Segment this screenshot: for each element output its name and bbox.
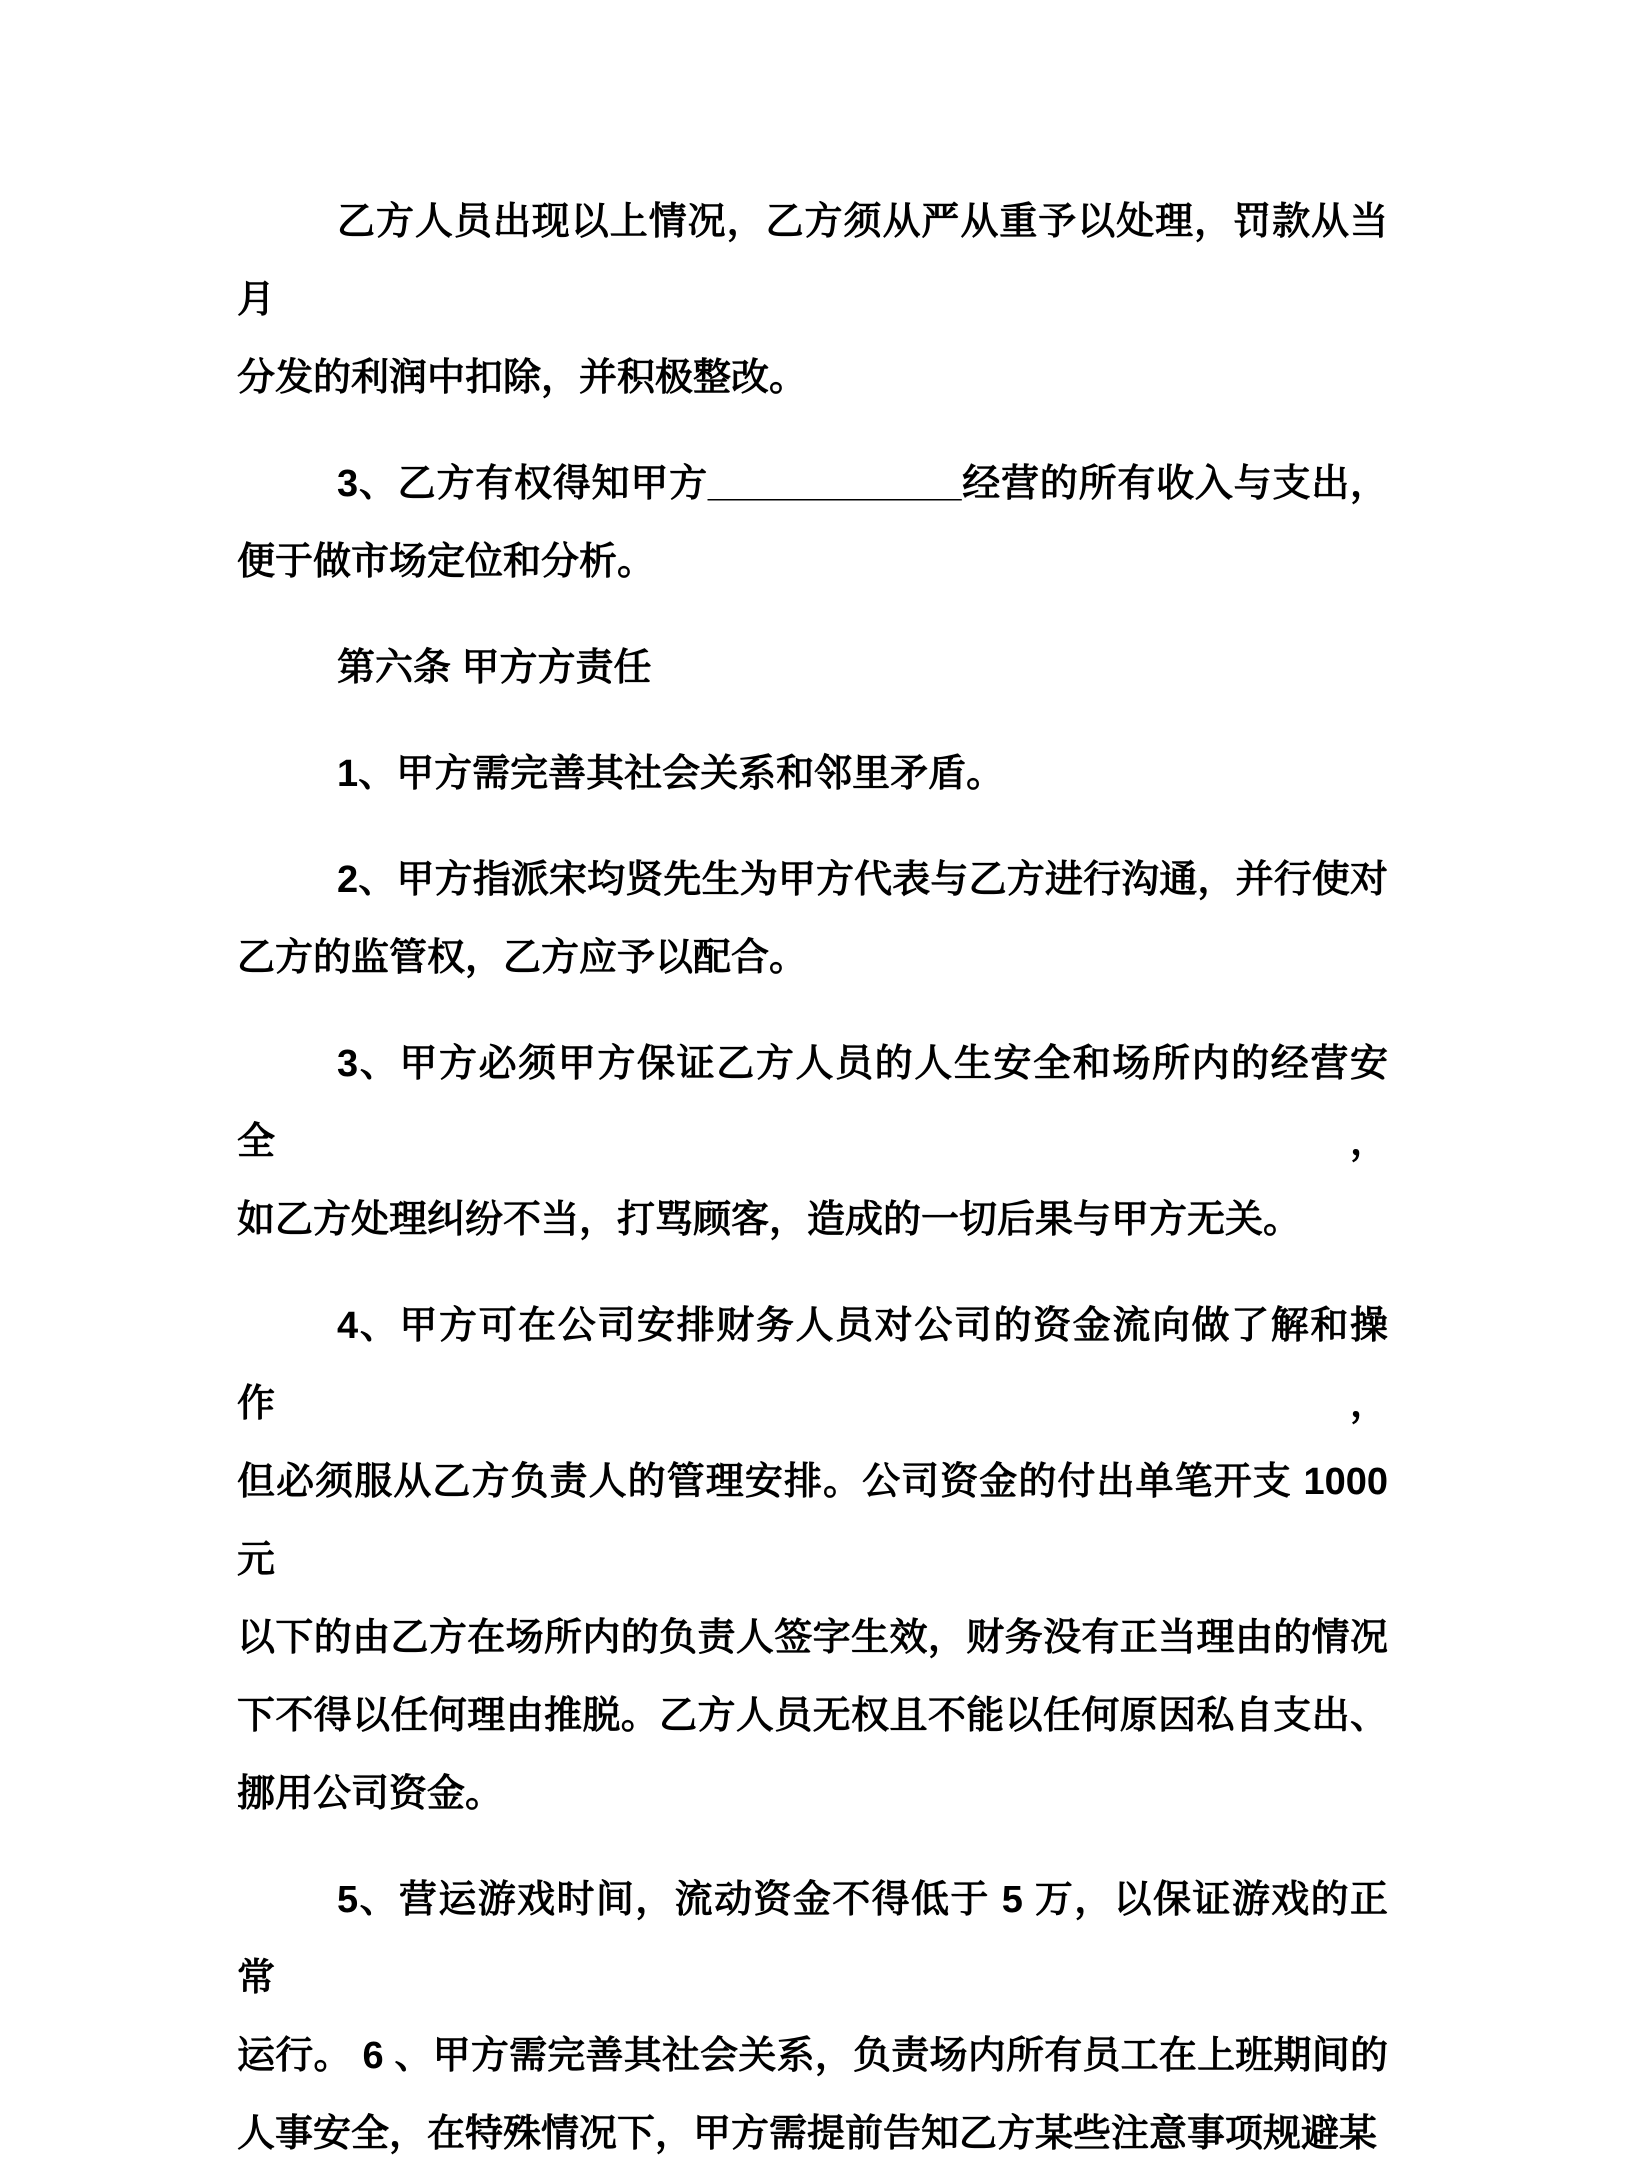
text-line: 挪用公司资金。 — [237, 1773, 504, 1815]
text-line: 运行。 6 、甲方需完善其社会关系，负责场内所有员工在上班期间的 — [237, 2035, 1388, 2077]
text-line: 如乙方处理纠纷不当，打骂顾客，造成的一切后果与甲方无关。 — [237, 1199, 1302, 1241]
text-line: 5、营运游戏时间，流动资金不得低于 5 万，以保证游戏的正常 — [237, 1879, 1388, 1999]
text-line: 第六条 甲方方责任 — [337, 647, 652, 689]
text-line: 乙方人员出现以上情况，乙方须从严从重予以处理，罚款从当月 — [237, 201, 1388, 321]
text-line: 便于做市场定位和分析。 — [237, 541, 656, 583]
text-line: 但必须服从乙方负责人的管理安排。公司资金的付出单笔开支 1000 元 — [237, 1461, 1388, 1581]
paragraph-clause-3-party-b-right-to-know — [237, 445, 1388, 601]
text-line: 1、甲方需完善其社会关系和邻里矛盾。 — [337, 753, 1005, 795]
paragraph-clause-party-b-penalty — [237, 183, 1388, 417]
paragraph-item-2-representative — [237, 841, 1388, 997]
document-body — [237, 183, 1388, 2173]
paragraph-item-4-finance-staff — [237, 1287, 1388, 1833]
text-line: 人事安全，在特殊情况下，甲方需提前告知乙方某些注意事项规避某 — [237, 2113, 1378, 2155]
paragraph-article-6-heading — [237, 629, 1388, 707]
text-line: 分发的利润中扣除，并积极整改。 — [237, 357, 808, 399]
text-line: 以下的由乙方在场所内的负责人签字生效，财务没有正当理由的情况 — [237, 1617, 1388, 1659]
paragraph-item-5-6-operating-funds — [237, 1861, 1388, 2173]
text-line: 乙方的监管权，乙方应予以配合。 — [237, 937, 808, 979]
text-line: 4、甲方可在公司安排财务人员对公司的资金流向做了解和操作， — [237, 1305, 1388, 1425]
paragraph-item-3-safety-guarantee — [237, 1025, 1388, 1259]
text-line: 3、乙方有权得知甲方____________经营的所有收入与支出， — [337, 463, 1388, 505]
text-line: 3、甲方必须甲方保证乙方人员的人生安全和场所内的经营安全， — [237, 1043, 1388, 1163]
paragraph-item-1-social-relations — [237, 735, 1388, 813]
text-line: 2、甲方指派宋均贤先生为甲方代表与乙方进行沟通，并行使对 — [337, 859, 1388, 901]
text-line: 下不得以任何理由推脱。乙方人员无权且不能以任何原因私自支出、 — [237, 1695, 1388, 1737]
